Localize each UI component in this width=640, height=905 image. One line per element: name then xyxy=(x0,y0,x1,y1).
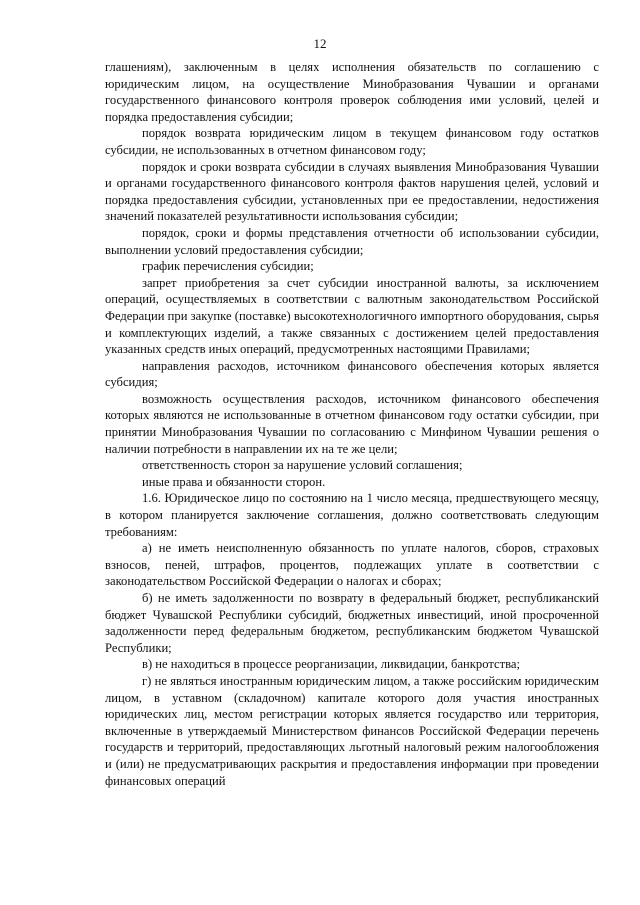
paragraph: порядок и сроки возврата субсидии в случаях выявления Минобразования Чувашии и органами государственного финансового контроля фактов нарушения целей, условий и порядка предоставления субсидии, установленных при ее предоставлении, недостижения значений показателей результативности использования субсидии; xyxy=(105,159,599,224)
paragraph: в) не находиться в процессе реорганизации, ликвидации, банкротства; xyxy=(142,657,520,672)
paragraph: порядок, сроки и формы представления отчетности об использовании субсидии, выполнении условий предоставления субсидии; xyxy=(105,225,599,257)
paragraph: график перечисления субсидии; xyxy=(142,259,314,274)
paragraph: глашениям), заключенным в целях исполнения обязательств по соглашению с юридическим лицом, на осуществление Минобразования Чувашии и органами государственного финансового контроля проверок соблюдения ими условий, целей и порядка предоставления субсидии; xyxy=(105,60,599,124)
paragraph: ответственность сторон за нарушение условий соглашения; xyxy=(142,458,463,473)
paragraph: возможность осуществления расходов, источником финансового обеспечения которых являются не использованные в отчетном финансовом году остатки субсидии, при принятии Минобразования Чувашии по согласованию с Минфином Чувашии решения о наличии потребности в направлении их на те же цели; xyxy=(105,391,599,456)
paragraph: а) не иметь неисполненную обязанность по уплате налогов, сборов, страховых взносов, пеней, штрафов, процентов, подлежащих уплате в соответствии с законодательством Российской Федерации о налогах и сборах; xyxy=(105,541,599,589)
page-number: 12 xyxy=(313,36,327,51)
paragraph: иные права и обязанности сторон. xyxy=(142,474,326,489)
paragraph: г) не являться иностранным юридическим лицом, а также российским юридическим лицом, в уставном (складочном) капитале которого доля участия иностранных юридических лиц, местом регистрации которых является государство или территория, включенные в утверждаемый Министерством финансов Российской Федерации перечень государств и территорий, предоставляющих льготный налоговый режим налогообложения и (или) не предусматривающих раскрытия и предоставления информации при проведении финансовых операций xyxy=(105,673,599,788)
paragraph: 1.6. Юридическое лицо по состоянию на 1 число месяца, предшествующего месяцу, в котором планируется заключение соглашения, должно соответствовать следующим требованиям: xyxy=(105,491,599,539)
paragraph: порядок возврата юридическим лицом в текущем финансовом году остатков субсидии, не использованных в отчетном финансовом году; xyxy=(105,126,599,157)
paragraph: направления расходов, источником финансового обеспечения которых является субсидия; xyxy=(105,358,599,390)
document-body xyxy=(105,59,599,789)
paragraph: б) не иметь задолженности по возврату в федеральный бюджет, республиканский бюджет Чувашской Республики субсидий, бюджетных инвестиций, иной просроченной задолженности перед федеральным бюджетом, республиканским бюджетом Чувашской Республики; xyxy=(105,591,599,655)
paragraph: запрет приобретения за счет субсидии иностранной валюты, за исключением операций, осуществляемых в соответствии с валютным законодательством Российской Федерации при закупке (поставке) высокотехнологичного импортного оборудования, сырья и комплектующих изделий, а также связанных с достижением целей предоставления указанных средств иных операций, предусмотренных настоящими Правилами; xyxy=(105,275,599,357)
